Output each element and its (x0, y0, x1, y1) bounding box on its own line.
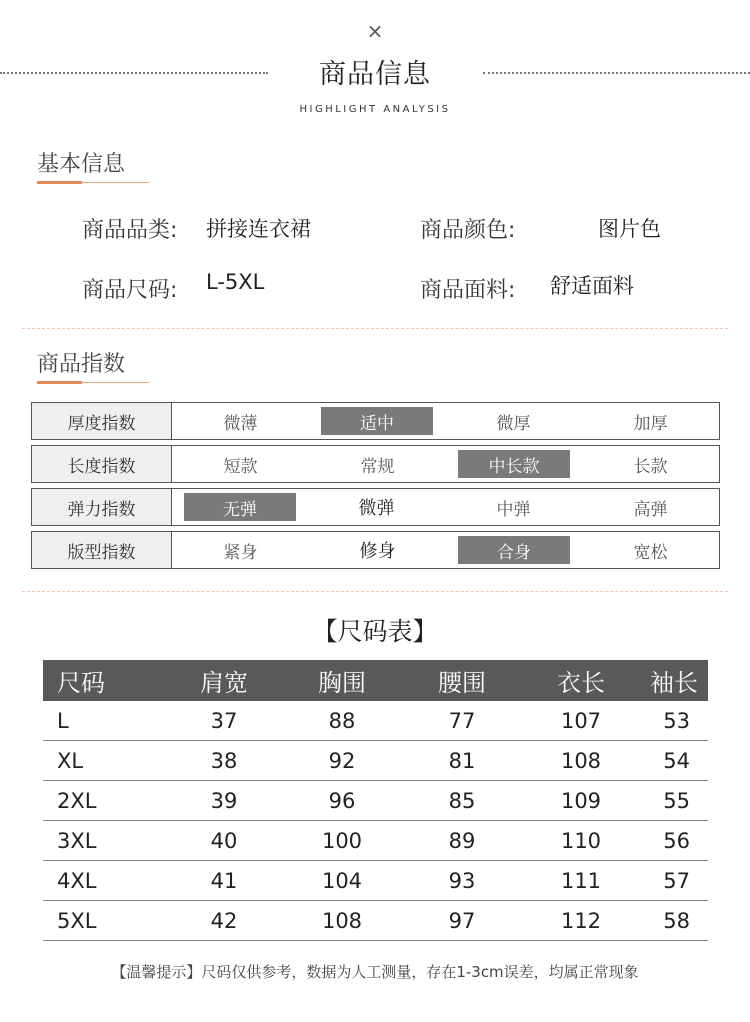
column-header: 胸围 (283, 660, 401, 701)
index-option: 紧身 (223, 542, 258, 563)
column-header: 衣长 (523, 660, 639, 701)
index-option: 微弹 (358, 498, 395, 519)
index-option-selected: 无弹 (184, 493, 296, 521)
index-row-label: 厚度指数 (32, 403, 172, 439)
table-cell: 38 (165, 741, 283, 781)
table-cell: 81 (401, 741, 523, 781)
index-option: 短款 (223, 456, 258, 477)
table-cell: 92 (283, 741, 401, 781)
table-cell: 109 (523, 781, 639, 821)
table-row (43, 701, 708, 741)
index-option-selected: 适中 (321, 407, 433, 435)
table-cell: 3XL (43, 821, 165, 861)
index-option: 微薄 (223, 413, 258, 434)
index-option: 加厚 (633, 413, 668, 434)
size-chart-table (43, 660, 708, 941)
table-row (43, 901, 708, 941)
table-cell: 96 (283, 781, 401, 821)
table-cell: 85 (401, 781, 523, 821)
table-cell: 112 (523, 901, 639, 941)
title-divider-right (483, 72, 750, 74)
table-cell: 42 (165, 901, 283, 941)
index-accent (37, 381, 82, 384)
index-row-elasticity (31, 488, 720, 526)
table-cell: 39 (165, 781, 283, 821)
index-option: 修身 (359, 541, 396, 562)
table-cell: 57 (639, 861, 708, 901)
table-row (43, 741, 708, 781)
table-cell: 56 (639, 821, 708, 861)
table-cell: 107 (523, 701, 639, 741)
table-cell: 108 (523, 741, 639, 781)
size-value: L-5XL (206, 270, 265, 294)
table-cell: L (43, 701, 165, 741)
section-divider (22, 328, 728, 329)
table-cell: 40 (165, 821, 283, 861)
index-heading: 商品指数 (37, 352, 126, 377)
size-label: 商品尺码: (82, 278, 178, 303)
close-icon[interactable]: × (366, 19, 384, 43)
section-divider (22, 591, 728, 592)
index-option: 微厚 (496, 413, 531, 434)
size-disclaimer: 【温馨提示】尺码仅供参考，数据为人工测量，存在1-3cm误差，均属正常现象 (111, 963, 639, 981)
table-cell: 58 (639, 901, 708, 941)
table-cell: 41 (165, 861, 283, 901)
title-divider-left (0, 72, 268, 74)
table-cell: 93 (401, 861, 523, 901)
index-row-fit (31, 531, 720, 569)
color-value: 图片色 (598, 217, 661, 241)
table-cell: 110 (523, 821, 639, 861)
table-cell: 100 (283, 821, 401, 861)
column-header: 尺码 (43, 660, 165, 701)
basic-info-accent (37, 181, 82, 184)
table-cell: 88 (283, 701, 401, 741)
table-cell: 4XL (43, 861, 165, 901)
table-cell: 97 (401, 901, 523, 941)
index-row-label: 长度指数 (32, 446, 172, 482)
table-cell: 111 (523, 861, 639, 901)
page-subtitle: HIGHLIGHT ANALYSIS (299, 104, 451, 115)
table-cell: 77 (401, 701, 523, 741)
index-row-label: 弹力指数 (32, 489, 172, 525)
product-index-table (31, 402, 720, 574)
column-header: 腰围 (401, 660, 523, 701)
table-cell: 89 (401, 821, 523, 861)
page-title: 商品信息 (319, 59, 431, 90)
color-label: 商品颜色: (420, 218, 516, 243)
index-row-label: 版型指数 (32, 532, 172, 568)
column-header: 肩宽 (165, 660, 283, 701)
index-option: 高弹 (633, 499, 668, 520)
basic-info-heading: 基本信息 (37, 152, 126, 177)
index-row-length (31, 445, 720, 483)
category-value: 拼接连衣裙 (206, 217, 311, 241)
size-chart-heading: 【尺码表】 (312, 617, 438, 646)
table-cell: 108 (283, 901, 401, 941)
size-chart-header-row (43, 660, 708, 701)
table-cell: 37 (165, 701, 283, 741)
index-option: 常规 (360, 456, 395, 477)
index-option: 长款 (633, 456, 668, 477)
table-cell: 55 (639, 781, 708, 821)
index-option-selected: 合身 (458, 536, 570, 564)
index-option: 中弹 (496, 499, 531, 520)
fabric-label: 商品面料: (420, 278, 516, 303)
index-option-selected: 中长款 (458, 450, 570, 478)
table-cell: 5XL (43, 901, 165, 941)
table-row (43, 861, 708, 901)
column-header: 袖长 (639, 660, 708, 701)
fabric-value: 舒适面料 (550, 274, 634, 298)
index-row-thickness (31, 402, 720, 440)
table-cell: 53 (639, 701, 708, 741)
table-cell: 54 (639, 741, 708, 781)
category-label: 商品品类: (82, 218, 178, 243)
index-option: 宽松 (633, 542, 668, 563)
table-cell: XL (43, 741, 165, 781)
table-cell: 2XL (43, 781, 165, 821)
table-row (43, 821, 708, 861)
table-row (43, 781, 708, 821)
table-cell: 104 (283, 861, 401, 901)
